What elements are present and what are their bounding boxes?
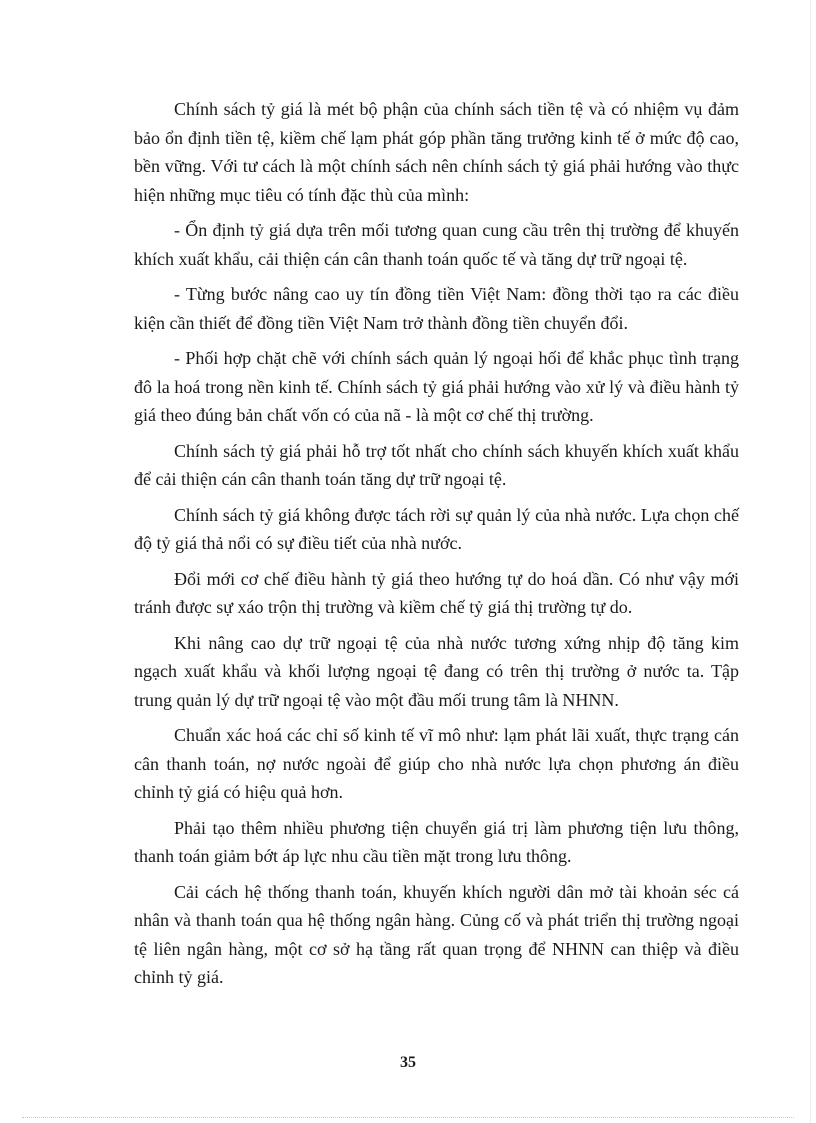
paragraph: Đổi mới cơ chế điều hành tỷ giá theo hướng tự do hoá dần. Có như vậy mới tránh được sự xáo trộn thị trường và kiềm chế tỷ giá thị trường tự do. bbox=[134, 568, 739, 617]
page-bottom-divider bbox=[22, 1117, 794, 1118]
page-body bbox=[134, 95, 739, 999]
page-number: 35 bbox=[400, 1054, 416, 1071]
paragraph: Chính sách tỷ giá không được tách rời sự quản lý của nhà nước. Lựa chọn chế độ tỷ giá thả nổi có sự điều tiết của nhà nước. bbox=[134, 504, 739, 553]
paragraph: Chính sách tỷ giá là mét bộ phận của chính sách tiền tệ và có nhiệm vụ đảm bảo ổn định tiền tệ, kiềm chế lạm phát góp phần tăng trưởng kinh tế ở mức độ cao, bền vững. Với tư cách là một chính sách nên chính sách tỷ giá phải hướng vào thực hiện những mục tiêu có tính đặc thù của mình: bbox=[134, 99, 739, 205]
paragraph: - Từng bước nâng cao uy tín đồng tiền Việt Nam: đồng thời tạo ra các điều kiện cần thiết để đồng tiền Việt Nam trở thành đồng tiền chuyển đổi. bbox=[134, 284, 739, 333]
paragraph: - Ổn định tỷ giá dựa trên mối tương quan cung cầu trên thị trường để khuyến khích xuất khẩu, cải thiện cán cân thanh toán quốc tế và tăng dự trữ ngoại tệ. bbox=[134, 220, 739, 269]
paragraph: - Phối hợp chặt chẽ với chính sách quản lý ngoại hối để khắc phục tình trạng đô la hoá trong nền kinh tế. Chính sách tỷ giá phải hướng vào xử lý và điều hành tỷ giá theo đúng bản chất vốn có của nã - là một cơ chế thị trường. bbox=[134, 348, 739, 425]
page-right-edge bbox=[810, 0, 811, 1123]
paragraph: Chuẩn xác hoá các chỉ số kinh tế vĩ mô như: lạm phát lãi xuất, thực trạng cán cân thanh toán, nợ nước ngoài để giúp cho nhà nước lựa chọn phương án điều chỉnh tỷ giá có hiệu quả hơn. bbox=[134, 725, 739, 802]
paragraph: Phải tạo thêm nhiều phương tiện chuyển giá trị làm phương tiện lưu thông, thanh toán giảm bớt áp lực nhu cầu tiền mặt trong lưu thông. bbox=[134, 817, 739, 866]
paragraph: Cải cách hệ thống thanh toán, khuyến khích người dân mở tài khoản séc cá nhân và thanh toán qua hệ thống ngân hàng. Củng cố và phát triển thị trường ngoại tệ liên ngân hàng, một cơ sở hạ tầng rất quan trọng để NHNN can thiệp và điều chỉnh tỷ giá. bbox=[134, 881, 739, 987]
paragraph: Khi nâng cao dự trữ ngoại tệ của nhà nước tương xứng nhịp độ tăng kim ngạch xuất khẩu và khối lượng ngoại tệ đang có trên thị trường ở nước ta. Tập trung quản lý dự trữ ngoại tệ vào một đầu mối trung tâm là NHNN. bbox=[134, 632, 739, 710]
paragraph: Chính sách tỷ giá phải hỗ trợ tốt nhất cho chính sách khuyến khích xuất khẩu để cải thiện cán cân thanh toán tăng dự trữ ngoại tệ. bbox=[134, 440, 739, 489]
